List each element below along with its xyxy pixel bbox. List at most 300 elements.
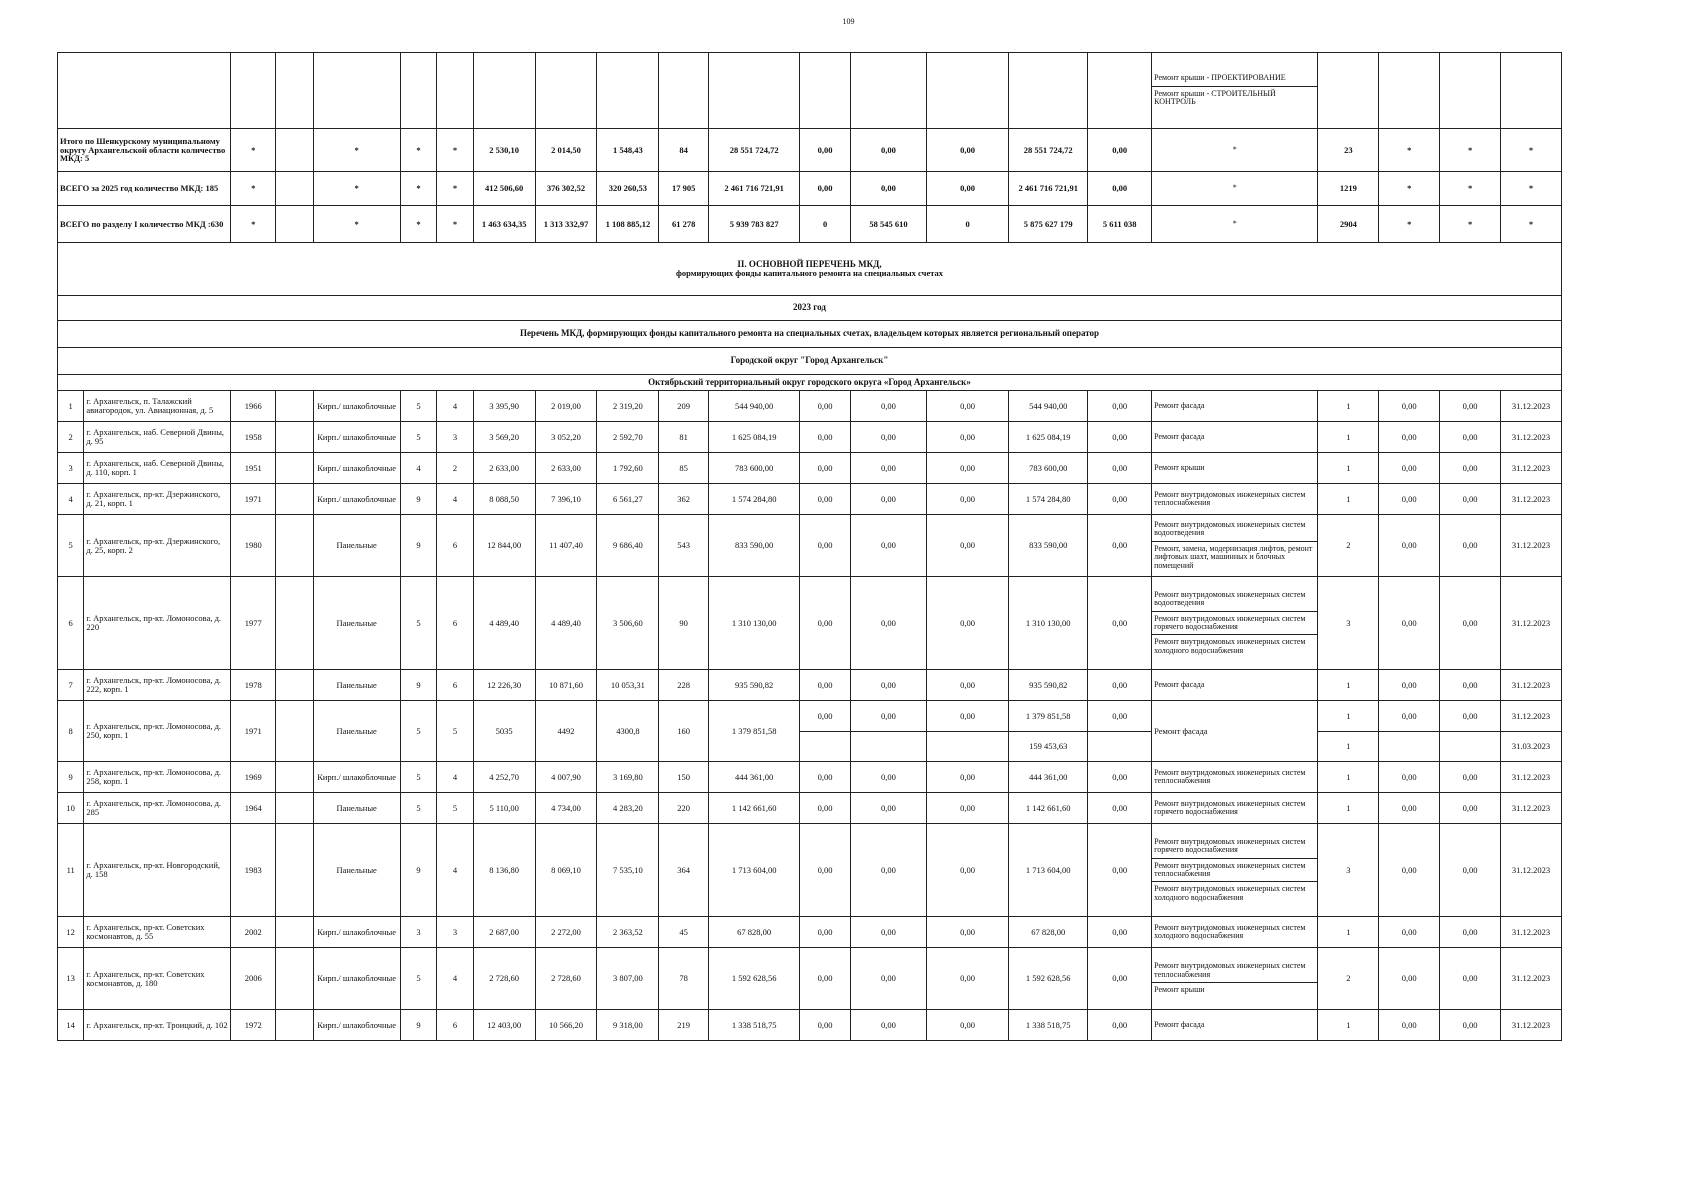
residents-cell: 78 [659, 948, 709, 1010]
deadline-cell: 31.12.2023 [1500, 762, 1561, 793]
owners-cell: 1 592 628,56 [1009, 948, 1088, 1010]
living-area-cell: 3 052,20 [535, 422, 597, 453]
living-area-cell: 376 302,52 [535, 172, 597, 206]
local-budget-cell: 0,00 [927, 1010, 1009, 1041]
section-title: II. ОСНОВНОЙ ПЕРЕЧЕНЬ МКД, [737, 258, 882, 269]
owners-cell: 935 590,82 [1009, 670, 1088, 701]
empty-cell [276, 422, 314, 453]
local-budget-cell: 0 [927, 206, 1009, 243]
extra-cost-cell: 0,00 [1379, 793, 1440, 824]
total-area-cell: 2 728,60 [473, 948, 535, 1010]
empty-cell [276, 1010, 314, 1041]
year-cell: 1980 [231, 515, 276, 577]
work-type-item: Ремонт крыши - ПРОЕКТИРОВАНИЕ [1152, 71, 1317, 86]
table-row [58, 762, 1562, 793]
floors-cell: 9 [400, 670, 437, 701]
living-area-cell: 4 489,40 [535, 577, 597, 670]
region-budget-cell: 0,00 [850, 453, 926, 484]
wall-material-cell: Панельные [313, 577, 400, 670]
floors-cell: * [400, 129, 437, 172]
wall-material-cell: Кирп./ шлакоблочные [313, 917, 400, 948]
year-cell: 1958 [231, 422, 276, 453]
owners-cell: 1 379 851,58 [1009, 701, 1088, 732]
wall-material-cell: Панельные [313, 701, 400, 762]
extra-cost-cell: * [1379, 172, 1440, 206]
works-count-cell: 1 [1318, 422, 1379, 453]
residents-cell: 150 [659, 762, 709, 793]
fund-cell: 0,00 [800, 391, 851, 422]
floors-cell: * [400, 206, 437, 243]
row-number: 9 [58, 762, 84, 793]
other-cell: 0,00 [1088, 948, 1152, 1010]
building-row-8 [58, 701, 1562, 762]
deadline-cell: 31.12.2023 [1500, 948, 1561, 1010]
building-rows-a [58, 391, 1562, 701]
work-type-item: Ремонт внутридомовых инженерных систем горячего водоснабжения [1152, 835, 1317, 859]
works-cell [1152, 453, 1318, 484]
residential-area-cell [597, 53, 659, 129]
table-row [58, 422, 1562, 453]
floors-cell: * [400, 172, 437, 206]
extra-cost-cell [1379, 53, 1440, 129]
region-budget-cell: 0,00 [850, 1010, 926, 1041]
total-area-cell: 5035 [473, 701, 535, 762]
residents-cell: 362 [659, 484, 709, 515]
year-cell: * [231, 206, 276, 243]
total-cost-cell: 28 551 724,72 [709, 129, 800, 172]
fund-cell: 0,00 [800, 701, 851, 732]
year-cell: 1969 [231, 762, 276, 793]
total-cost-cell: 1 574 284,80 [709, 484, 800, 515]
owners-cell: 1 713 604,00 [1009, 824, 1088, 917]
local-budget-cell: 0,00 [927, 515, 1009, 577]
entrances-cell: 5 [437, 793, 474, 824]
table-row [58, 793, 1562, 824]
fund-cell: 0 [800, 206, 851, 243]
work-type-item: Ремонт внутридомовых инженерных систем теплоснабжения [1154, 489, 1306, 507]
deadline-cell: 31.12.2023 [1500, 670, 1561, 701]
extra-cost-cell: 0,00 [1440, 577, 1501, 670]
extra-cost-cell: * [1379, 129, 1440, 172]
local-budget-cell: 0,00 [927, 824, 1009, 917]
empty-cell [276, 917, 314, 948]
deadline-cell: 31.12.2023 [1500, 453, 1561, 484]
region-budget-cell: 0,00 [850, 824, 926, 917]
work-type-item: Ремонт внутридомовых инженерных систем горячего водоснабжения [1154, 798, 1306, 816]
local-budget-cell: 0,00 [927, 453, 1009, 484]
floors-cell: 9 [400, 824, 437, 917]
section-subtitle: формирующих фонды капитального ремонта на специальных счетах [676, 268, 943, 279]
row-number: 6 [58, 577, 84, 670]
row-number: 3 [58, 453, 84, 484]
work-type-item: Ремонт фасада [1154, 679, 1205, 689]
total-area-cell: 12 403,00 [473, 1010, 535, 1041]
address-cell: г. Архангельск, пр-кт. Ломоносова, д. 250, корп. 1 [84, 701, 231, 762]
total-cost-cell: 935 590,82 [709, 670, 800, 701]
works-count-cell: 1 [1318, 701, 1379, 732]
empty-cell [276, 948, 314, 1010]
local-budget-cell: 0,00 [927, 917, 1009, 948]
works-count-cell: 2 [1318, 515, 1379, 577]
wall-material-cell: Кирп./ шлакоблочные [313, 948, 400, 1010]
fund-cell [800, 732, 851, 762]
owners-cell: 5 875 627 179 [1009, 206, 1088, 243]
owners-cell: 67 828,00 [1009, 917, 1088, 948]
table-row [58, 484, 1562, 515]
total-area-cell: 8 088,50 [473, 484, 535, 515]
works-cell [1152, 53, 1318, 129]
extra-cost-cell [1440, 53, 1501, 129]
residential-area-cell: 4 283,20 [597, 793, 659, 824]
works-count-cell: 3 [1318, 824, 1379, 917]
residential-area-cell: 6 561,27 [597, 484, 659, 515]
summary-row [58, 53, 1562, 129]
residential-area-cell: 2 319,20 [597, 391, 659, 422]
floors-cell: 5 [400, 422, 437, 453]
row-number: 11 [58, 824, 84, 917]
owners-cell [1009, 53, 1088, 129]
deadline-cell: * [1500, 206, 1561, 243]
extra-cost-cell: * [1440, 206, 1501, 243]
works-count-cell: 1 [1318, 793, 1379, 824]
section-header [58, 243, 1562, 391]
living-area-cell: 7 396,10 [535, 484, 597, 515]
local-budget-cell: 0,00 [927, 391, 1009, 422]
total-area-cell: 8 136,80 [473, 824, 535, 917]
works-count-cell: 1219 [1318, 172, 1379, 206]
empty-cell [276, 391, 314, 422]
works-count-cell [1318, 53, 1379, 129]
work-type-item: Ремонт крыши [1154, 462, 1205, 472]
residential-area-cell: 7 535,10 [597, 824, 659, 917]
deadline-cell: 31.12.2023 [1500, 391, 1561, 422]
work-type-item: * [1232, 183, 1237, 193]
extra-cost-cell: * [1440, 129, 1501, 172]
extra-cost-cell: 0,00 [1440, 484, 1501, 515]
total-cost-cell: 783 600,00 [709, 453, 800, 484]
local-budget-cell: 0,00 [927, 670, 1009, 701]
work-type-item: Ремонт крыши - СТРОИТЕЛЬНЫЙ КОНТРОЛЬ [1154, 88, 1276, 107]
region-budget-cell: 0,00 [850, 484, 926, 515]
other-cell: 0,00 [1088, 129, 1152, 172]
capital-repair-table-sheet [57, 52, 1562, 1041]
year-cell: 1978 [231, 670, 276, 701]
extra-cost-cell: 0,00 [1440, 762, 1501, 793]
table-row [58, 670, 1562, 701]
empty-cell [276, 172, 314, 206]
total-cost-cell: 1 338 518,75 [709, 1010, 800, 1041]
residential-area-cell: 3 807,00 [597, 948, 659, 1010]
deadline-cell: * [1500, 129, 1561, 172]
floors-cell: 5 [400, 762, 437, 793]
extra-cost-cell: 0,00 [1379, 453, 1440, 484]
other-cell: 0,00 [1088, 917, 1152, 948]
local-budget-cell [927, 732, 1009, 762]
residents-cell: 84 [659, 129, 709, 172]
extra-cost-cell: 0,00 [1379, 484, 1440, 515]
extra-cost-cell: 0,00 [1379, 948, 1440, 1010]
entrances-cell: 5 [437, 701, 474, 762]
wall-material-cell: Панельные [313, 793, 400, 824]
entrances-cell: 4 [437, 391, 474, 422]
wall-material-cell: * [313, 172, 400, 206]
floors-cell: 9 [400, 484, 437, 515]
work-type-item: Ремонт внутридомовых инженерных систем холодного водоснабжения [1154, 637, 1306, 655]
works-cell [1152, 391, 1318, 422]
extra-cost-cell: 0,00 [1440, 701, 1501, 732]
row-number: 1 [58, 391, 84, 422]
entrances-cell: * [437, 129, 474, 172]
works-cell [1152, 917, 1318, 948]
floors-cell: 5 [400, 577, 437, 670]
entrances-cell: 4 [437, 824, 474, 917]
living-area-cell: 11 407,40 [535, 515, 597, 577]
works-cell [1152, 1010, 1318, 1041]
extra-cost-cell: 0,00 [1440, 422, 1501, 453]
total-cost-cell: 833 590,00 [709, 515, 800, 577]
empty-cell [276, 53, 314, 129]
year-cell: 1964 [231, 793, 276, 824]
entrances-cell: 6 [437, 515, 474, 577]
address-cell: г. Архангельск, пр-кт. Троицкий, д. 102 [84, 1010, 231, 1041]
fund-cell: 0,00 [800, 453, 851, 484]
fund-cell: 0,00 [800, 129, 851, 172]
total-area-cell: 2 687,00 [473, 917, 535, 948]
address-cell: г. Архангельск, наб. Северной Двины, д. 110, корп. 1 [84, 453, 231, 484]
year-cell: 1971 [231, 701, 276, 762]
owners-cell: 2 461 716 721,91 [1009, 172, 1088, 206]
other-cell [1088, 732, 1152, 762]
year-cell: * [231, 129, 276, 172]
works-count-cell: 1 [1318, 917, 1379, 948]
total-area-cell: 1 463 634,35 [473, 206, 535, 243]
residential-area-cell: 2 363,52 [597, 917, 659, 948]
local-budget-cell: 0,00 [927, 422, 1009, 453]
fund-cell: 0,00 [800, 762, 851, 793]
deadline-cell [1500, 53, 1561, 129]
deadline-cell: 31.12.2023 [1500, 422, 1561, 453]
residential-area-cell: 10 053,31 [597, 670, 659, 701]
year-cell: 1966 [231, 391, 276, 422]
region-budget-cell: 58 545 610 [850, 206, 926, 243]
extra-cost-cell: 0,00 [1379, 917, 1440, 948]
year-heading: 2023 год [58, 296, 1562, 321]
deadline-cell: 31.12.2023 [1500, 1010, 1561, 1041]
fund-cell: 0,00 [800, 948, 851, 1010]
other-cell: 0,00 [1088, 1010, 1152, 1041]
works-count-cell: 1 [1318, 484, 1379, 515]
residents-cell: 17 905 [659, 172, 709, 206]
empty-cell [276, 670, 314, 701]
owners-cell: 159 453,63 [1009, 732, 1088, 762]
region-budget-cell [850, 53, 926, 129]
fund-cell: 0,00 [800, 917, 851, 948]
works-count-cell: 1 [1318, 391, 1379, 422]
living-area-cell: 2 272,00 [535, 917, 597, 948]
empty-cell [276, 577, 314, 670]
works-count-cell: 1 [1318, 1010, 1379, 1041]
region-budget-cell: 0,00 [850, 762, 926, 793]
residential-area-cell: 2 592,70 [597, 422, 659, 453]
floors-cell: 9 [400, 515, 437, 577]
deadline-cell: 31.12.2023 [1500, 484, 1561, 515]
table-row [58, 391, 1562, 422]
year-cell: 2006 [231, 948, 276, 1010]
entrances-cell: 3 [437, 917, 474, 948]
owners-cell: 1 574 284,80 [1009, 484, 1088, 515]
works-cell [1152, 793, 1318, 824]
total-cost-cell: 1 592 628,56 [709, 948, 800, 1010]
local-budget-cell: 0,00 [927, 484, 1009, 515]
residents-cell: 543 [659, 515, 709, 577]
address-cell [58, 53, 231, 129]
section-title-cell [58, 243, 1562, 296]
address-cell: ВСЕГО за 2025 год количество МКД: 185 [58, 172, 231, 206]
local-budget-cell: 0,00 [927, 701, 1009, 732]
empty-cell [276, 515, 314, 577]
row-number: 10 [58, 793, 84, 824]
fund-cell: 0,00 [800, 670, 851, 701]
work-type-item: Ремонт внутридомовых инженерных систем водоотведения [1152, 588, 1317, 612]
page-number: 109 [842, 17, 855, 26]
other-cell: 0,00 [1088, 793, 1152, 824]
region-budget-cell: 0,00 [850, 422, 926, 453]
wall-material-cell: Кирп./ шлакоблочные [313, 422, 400, 453]
year-cell [231, 53, 276, 129]
fund-cell [800, 53, 851, 129]
works-count-cell: 3 [1318, 577, 1379, 670]
row-number: 2 [58, 422, 84, 453]
total-cost-cell: 5 939 783 827 [709, 206, 800, 243]
other-cell: 5 611 038 [1088, 206, 1152, 243]
entrances-cell: 3 [437, 422, 474, 453]
floors-cell: 5 [400, 948, 437, 1010]
address-cell: г. Архангельск, пр-кт. Советских космонавтов, д. 180 [84, 948, 231, 1010]
wall-material-cell: Кирп./ шлакоблочные [313, 391, 400, 422]
table-row [58, 515, 1562, 577]
residential-area-cell: 320 260,53 [597, 172, 659, 206]
living-area-cell [535, 53, 597, 129]
fund-cell: 0,00 [800, 1010, 851, 1041]
row-number: 13 [58, 948, 84, 1010]
fund-cell: 0,00 [800, 422, 851, 453]
works-count-cell: 1 [1318, 762, 1379, 793]
works-count-cell: 2 [1318, 948, 1379, 1010]
living-area-cell: 2 633,00 [535, 453, 597, 484]
entrances-cell: 4 [437, 762, 474, 793]
residents-cell: 209 [659, 391, 709, 422]
list-title: Перечень МКД, формирующих фонды капитального ремонта на специальных счетах, владельцем которых является региональный оператор [58, 321, 1562, 348]
local-budget-cell: 0,00 [927, 129, 1009, 172]
entrances-cell: 6 [437, 1010, 474, 1041]
extra-cost-cell: * [1440, 172, 1501, 206]
table-row [58, 1010, 1562, 1041]
address-cell: г. Архангельск, пр-кт. Дзержинского, д. 25, корп. 2 [84, 515, 231, 577]
owners-cell: 783 600,00 [1009, 453, 1088, 484]
table-row [58, 917, 1562, 948]
living-area-cell: 2 019,00 [535, 391, 597, 422]
table-row [58, 701, 1562, 732]
address-cell: г. Архангельск, пр-кт. Новгородский, д. 158 [84, 824, 231, 917]
works-cell [1152, 515, 1318, 577]
works-count-cell: 1 [1318, 453, 1379, 484]
row-number: 4 [58, 484, 84, 515]
residential-area-cell: 1 548,43 [597, 129, 659, 172]
row-number: 7 [58, 670, 84, 701]
deadline-cell: 31.12.2023 [1500, 701, 1561, 732]
owners-cell: 1 142 661,60 [1009, 793, 1088, 824]
other-cell: 0,00 [1088, 453, 1152, 484]
work-type-item: Ремонт внутридомовых инженерных систем холодного водоснабжения [1154, 884, 1306, 902]
living-area-cell: 10 566,20 [535, 1010, 597, 1041]
total-cost-cell: 444 361,00 [709, 762, 800, 793]
year-cell: 1971 [231, 484, 276, 515]
fund-cell: 0,00 [800, 515, 851, 577]
year-cell: 1951 [231, 453, 276, 484]
total-cost-cell: 1 625 084,19 [709, 422, 800, 453]
year-cell: 1977 [231, 577, 276, 670]
residents-cell: 220 [659, 793, 709, 824]
residents-cell: 364 [659, 824, 709, 917]
living-area-cell: 4 007,90 [535, 762, 597, 793]
extra-cost-cell [1440, 732, 1501, 762]
entrances-cell: 4 [437, 484, 474, 515]
building-rows-b [58, 762, 1562, 1041]
total-cost-cell: 1 310 130,00 [709, 577, 800, 670]
deadline-cell: 31.12.2023 [1500, 793, 1561, 824]
wall-material-cell: Панельные [313, 824, 400, 917]
total-area-cell: 2 633,00 [473, 453, 535, 484]
owners-cell: 28 551 724,72 [1009, 129, 1088, 172]
region-budget-cell: 0,00 [850, 577, 926, 670]
other-cell: 0,00 [1088, 762, 1152, 793]
other-cell: 0,00 [1088, 577, 1152, 670]
region-budget-cell: 0,00 [850, 172, 926, 206]
other-cell: 0,00 [1088, 515, 1152, 577]
address-cell: ВСЕГО по разделу I количество МКД :630 [58, 206, 231, 243]
address-cell: г. Архангельск, пр-кт. Ломоносова, д. 285 [84, 793, 231, 824]
residential-area-cell: 3 169,80 [597, 762, 659, 793]
extra-cost-cell: 0,00 [1440, 453, 1501, 484]
total-cost-cell: 1 713 604,00 [709, 824, 800, 917]
work-type-item: Ремонт, замена, модернизация лифтов, ремонт лифтовых шахт, машинных и блочных помещений [1154, 543, 1313, 570]
fund-cell: 0,00 [800, 172, 851, 206]
region-budget-cell: 0,00 [850, 701, 926, 732]
work-type-item: Ремонт внутридомовых инженерных систем водоотведения [1152, 518, 1317, 542]
address-cell: г. Архангельск, пр-кт. Ломоносова, д. 258, корп. 1 [84, 762, 231, 793]
extra-cost-cell: 0,00 [1379, 515, 1440, 577]
floors-cell: 3 [400, 917, 437, 948]
wall-material-cell [313, 53, 400, 129]
entrances-cell [437, 53, 474, 129]
works-cell [1152, 577, 1318, 670]
works-cell [1152, 422, 1318, 453]
region-budget-cell: 0,00 [850, 391, 926, 422]
residential-area-cell: 3 506,60 [597, 577, 659, 670]
total-cost-cell [709, 53, 800, 129]
empty-cell [276, 453, 314, 484]
other-cell: 0,00 [1088, 172, 1152, 206]
floors-cell [400, 53, 437, 129]
local-budget-cell: 0,00 [927, 948, 1009, 1010]
work-type-item: Ремонт внутридомовых инженерных систем теплоснабжения [1154, 767, 1306, 785]
extra-cost-cell: 0,00 [1379, 762, 1440, 793]
wall-material-cell: Кирп./ шлакоблочные [313, 484, 400, 515]
address-cell: г. Архангельск, наб. Северной Двины, д. 95 [84, 422, 231, 453]
works-cell: Ремонт фасада [1152, 701, 1318, 762]
residents-cell: 90 [659, 577, 709, 670]
works-count-cell: 2904 [1318, 206, 1379, 243]
